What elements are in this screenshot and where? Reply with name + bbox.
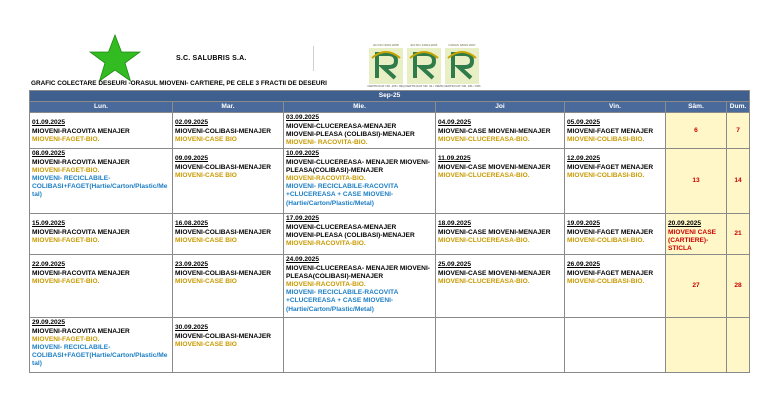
company-name: S.C. SALUBRIS S.A.: [176, 55, 247, 62]
collection-date: 05.09.2025: [567, 119, 601, 127]
collection-entry: +CLUCEREASA + CASE MIOVENI-: [286, 297, 394, 305]
header-divider: [313, 46, 314, 71]
collection-entry: PLEASA(COLIBASI)-MENAJER: [286, 272, 384, 280]
collection-entry: PLEASA(COLIBASI)-MENAJER: [286, 166, 384, 174]
collection-date: 12.09.2025: [567, 155, 601, 163]
collection-entry: MIOVENI-COLIBASI-MENAJER: [175, 269, 271, 277]
collection-entry: MIOVENI-CASE MIOVENI-MENAJER: [438, 228, 551, 236]
collection-entry: MIOVENI-FAGET MENAJER: [567, 269, 654, 277]
day-header-friday: Vin.: [565, 102, 666, 113]
day-cell-wednesday: [284, 318, 436, 373]
certificate-number: CERTIFICAT NR. 91 / 09MS: [405, 84, 443, 88]
collection-entry: MIOVENI-CLUCEREASA- MENAJER MIOVENI-: [286, 158, 430, 166]
calendar-week-row: [30, 318, 750, 373]
collection-entry: MIOVENI-RACOVITA-BIO.: [286, 240, 366, 248]
collection-date: 01.09.2025: [32, 119, 66, 127]
collection-entry: MIOVENI-FAGET MENAJER: [567, 127, 654, 135]
day-cell-sunday: [727, 318, 750, 373]
collection-entry: MIOVENI-CASE BIO: [175, 171, 237, 179]
collection-entry: MIOVENI-CASE BIO: [175, 135, 237, 143]
certificate-standard: OHSAS 18001:2007: [448, 43, 476, 47]
day-cell-monday: [30, 149, 173, 214]
day-cell-saturday: 6: [666, 113, 727, 149]
day-cell-tuesday: [173, 214, 284, 255]
day-cell-saturday: [666, 214, 727, 255]
certification-logos: [367, 43, 481, 89]
collection-entry: MIOVENI-RACOVITA MENAJER: [32, 158, 130, 166]
collection-entry: MIOVENI-CLUCEREASA-MENAJER: [286, 122, 397, 130]
day-cell-saturday: 13: [666, 149, 727, 214]
collection-entry: MIOVENI-CLUCEREASA-BIO.: [438, 171, 530, 179]
collection-date: 22.09.2025: [32, 261, 66, 269]
collection-entry: MIOVENI-CASE BIO: [175, 277, 237, 285]
calendar-week-row: [30, 149, 750, 214]
collection-date: 19.09.2025: [567, 220, 601, 228]
day-cell-tuesday: [173, 318, 284, 373]
day-cell-tuesday: [173, 149, 284, 214]
collection-entry: +CLUCEREASA + CASE MIOVENI-: [286, 191, 394, 199]
day-header-wednesday: Mie.: [284, 102, 436, 113]
day-cell-thursday: [436, 149, 565, 214]
day-cell-thursday: [436, 255, 565, 318]
collection-date: 26.09.2025: [567, 261, 601, 269]
collection-entry: (CARTIERE)-: [668, 236, 709, 244]
collection-date: 23.09.2025: [175, 261, 209, 269]
day-cell-monday: [30, 318, 173, 373]
collection-entry: MIOVENI- RECICLABILE-: [32, 175, 111, 183]
collection-entry: MIOVENI- RECICLABILE-RACOVITA: [286, 183, 399, 191]
day-header-saturday: Sâm.: [666, 102, 727, 113]
collection-entry: MIOVENI-FAGET-BIO.: [32, 335, 100, 343]
day-cell-monday: [30, 255, 173, 318]
collection-entry: MIOVENI- RECICLABILE-: [32, 344, 111, 352]
collection-date: 24.09.2025: [286, 256, 320, 264]
month-header: Sep-25: [30, 91, 750, 102]
day-cell-friday: [565, 255, 666, 318]
certificate-logo-iso9001: [367, 43, 405, 89]
day-cell-sunday: 21: [727, 214, 750, 255]
collection-date: 02.09.2025: [175, 119, 209, 127]
company-star-logo: [89, 34, 141, 82]
calendar-week-row: [30, 255, 750, 318]
certificate-number: CERTIFICAT NR. 105 / 09Q: [367, 84, 405, 88]
day-cell-friday: [565, 318, 666, 373]
collection-entry: MIOVENI-COLIBASI-MENAJER: [175, 163, 271, 171]
collection-entry: MIOVENI-CASE BIO: [175, 236, 237, 244]
collection-entry: MIOVENI-RACOVITA MENAJER: [32, 228, 130, 236]
collection-date: 08.09.2025: [32, 150, 66, 158]
calendar-body: [30, 113, 750, 373]
collection-entry: MIOVENI-RACOVITA-BIO.: [286, 175, 366, 183]
collection-entry: MIOVENI-COLIBASI-BIO.: [567, 135, 645, 143]
collection-calendar: [29, 90, 750, 373]
collection-entry: MIOVENI-COLIBASI-BIO.: [567, 277, 645, 285]
day-cell-tuesday: [173, 113, 284, 149]
calendar-week-row: [30, 113, 750, 149]
collection-entry: MIOVENI-FAGET MENAJER: [567, 228, 654, 236]
day-cell-wednesday: [284, 255, 436, 318]
collection-date: 30.09.2025: [175, 324, 209, 332]
collection-entry: MIOVENI-CLUCEREASA-BIO.: [438, 236, 530, 244]
collection-date: 10.09.2025: [286, 150, 320, 158]
certificate-logo-ohsas18001: [443, 43, 481, 89]
day-cell-saturday: 27: [666, 255, 727, 318]
day-header-thursday: Joi: [436, 102, 565, 113]
day-cell-saturday: [666, 318, 727, 373]
collection-entry: MIOVENI-FAGET MENAJER: [567, 163, 654, 171]
day-cell-monday: [30, 214, 173, 255]
collection-entry: (Hartie/Carton/Plastic/Metal): [286, 199, 374, 207]
day-cell-tuesday: [173, 255, 284, 318]
collection-entry: MIOVENI CASE: [668, 228, 716, 236]
collection-date: 04.09.2025: [438, 119, 472, 127]
collection-entry: MIOVENI-RACOVITA MENAJER: [32, 327, 130, 335]
day-cell-monday: [30, 113, 173, 149]
certificate-logo-iso14001: [405, 43, 443, 89]
collection-entry: MIOVENI-CASE MIOVENI-MENAJER: [438, 269, 551, 277]
day-cell-thursday: [436, 214, 565, 255]
collection-entry: MIOVENI-CLUCEREASA-BIO.: [438, 135, 530, 143]
day-cell-sunday: 14: [727, 149, 750, 214]
collection-entry: MIOVENI-RACOVITA-BIO.: [286, 281, 366, 289]
collection-entry: MIOVENI- RECICLABILE-RACOVITA: [286, 289, 399, 297]
collection-entry: MIOVENI-FAGET-BIO.: [32, 166, 100, 174]
collection-entry: MIOVENI-RACOVITA MENAJER: [32, 127, 130, 135]
day-cell-friday: [565, 113, 666, 149]
day-cell-wednesday: [284, 149, 436, 214]
collection-entry: MIOVENI-COLIBASI-BIO.: [567, 171, 645, 179]
day-cell-wednesday: [284, 214, 436, 255]
day-header-sunday: Dum.: [727, 102, 750, 113]
collection-date: 25.09.2025: [438, 261, 472, 269]
collection-date: 15.09.2025: [32, 220, 66, 228]
collection-date: 17.09.2025: [286, 215, 320, 223]
day-header-monday: Lun.: [30, 102, 173, 113]
collection-date: 29.09.2025: [32, 319, 66, 327]
collection-date: 16.08.2025: [175, 220, 209, 228]
collection-entry: MIOVENI-CASE MIOVENI-MENAJER: [438, 163, 551, 171]
collection-entry: MIOVENI-COLIBASI-MENAJER: [175, 127, 271, 135]
collection-entry: MIOVENI-FAGET-BIO.: [32, 236, 100, 244]
collection-entry: MIOVENI-COLIBASI-BIO.: [567, 236, 645, 244]
certificate-standard: EN ISO 14001:2004: [410, 43, 438, 47]
collection-date: 18.09.2025: [438, 220, 472, 228]
day-header-tuesday: Mar.: [173, 102, 284, 113]
collection-entry: COLIBASI+FAGET(Hartie/Carton/Plastic/Me: [32, 183, 168, 191]
collection-date: 09.09.2025: [175, 155, 209, 163]
document-title: GRAFIC COLECTARE DESEURI -ORASUL MIOVENI- CARTIERE, PE CELE 3 FRACTII DE DESEURI: [31, 80, 327, 87]
collection-entry: MIOVENI-CLUCEREASA-MENAJER: [286, 223, 397, 231]
collection-entry: MIOVENI- RACOVITA-BIO.: [286, 139, 368, 147]
collection-entry: MIOVENI-PLEASA (COLIBASI)-MENAJER: [286, 231, 415, 239]
collection-date: 20.09.2025: [668, 220, 702, 228]
collection-entry: tal): [32, 191, 42, 199]
collection-entry: MIOVENI-CLUCEREASA- MENAJER MIOVENI-: [286, 264, 430, 272]
day-cell-friday: [565, 214, 666, 255]
day-cell-sunday: 7: [727, 113, 750, 149]
day-cell-wednesday: [284, 113, 436, 149]
collection-entry: (Hartie/Carton/Plastic/Metal): [286, 305, 374, 313]
calendar-week-row: [30, 214, 750, 255]
collection-date: 03.09.2025: [286, 114, 320, 122]
collection-date: 11.09.2025: [438, 155, 471, 163]
certificate-number: CERTIFICAT NR. 181 / 09S: [443, 84, 481, 88]
collection-entry: STICLA: [668, 245, 692, 253]
collection-entry: MIOVENI-PLEASA (COLIBASI)-MENAJER: [286, 130, 415, 138]
collection-entry: MIOVENI-FAGET-BIO.: [32, 135, 100, 143]
collection-entry: MIOVENI-CASE BIO: [175, 340, 237, 348]
day-cell-thursday: [436, 318, 565, 373]
day-cell-thursday: [436, 113, 565, 149]
day-cell-friday: [565, 149, 666, 214]
collection-entry: MIOVENI-COLIBASI-MENAJER: [175, 332, 271, 340]
collection-entry: COLIBASI+FAGET(Hartie/Carton/Plastic/Me: [32, 352, 168, 360]
collection-entry: tal): [32, 360, 42, 368]
collection-entry: MIOVENI-RACOVITA MENAJER: [32, 269, 130, 277]
collection-entry: MIOVENI-CASE MIOVENI-MENAJER: [438, 127, 551, 135]
day-cell-sunday: 28: [727, 255, 750, 318]
certificate-standard: EN ISO 9001:2008: [373, 43, 399, 47]
collection-entry: MIOVENI-FAGET-BIO.: [32, 277, 100, 285]
collection-entry: MIOVENI-COLIBASI-MENAJER: [175, 228, 271, 236]
collection-entry: MIOVENI-CLUCEREASA-BIO.: [438, 277, 530, 285]
